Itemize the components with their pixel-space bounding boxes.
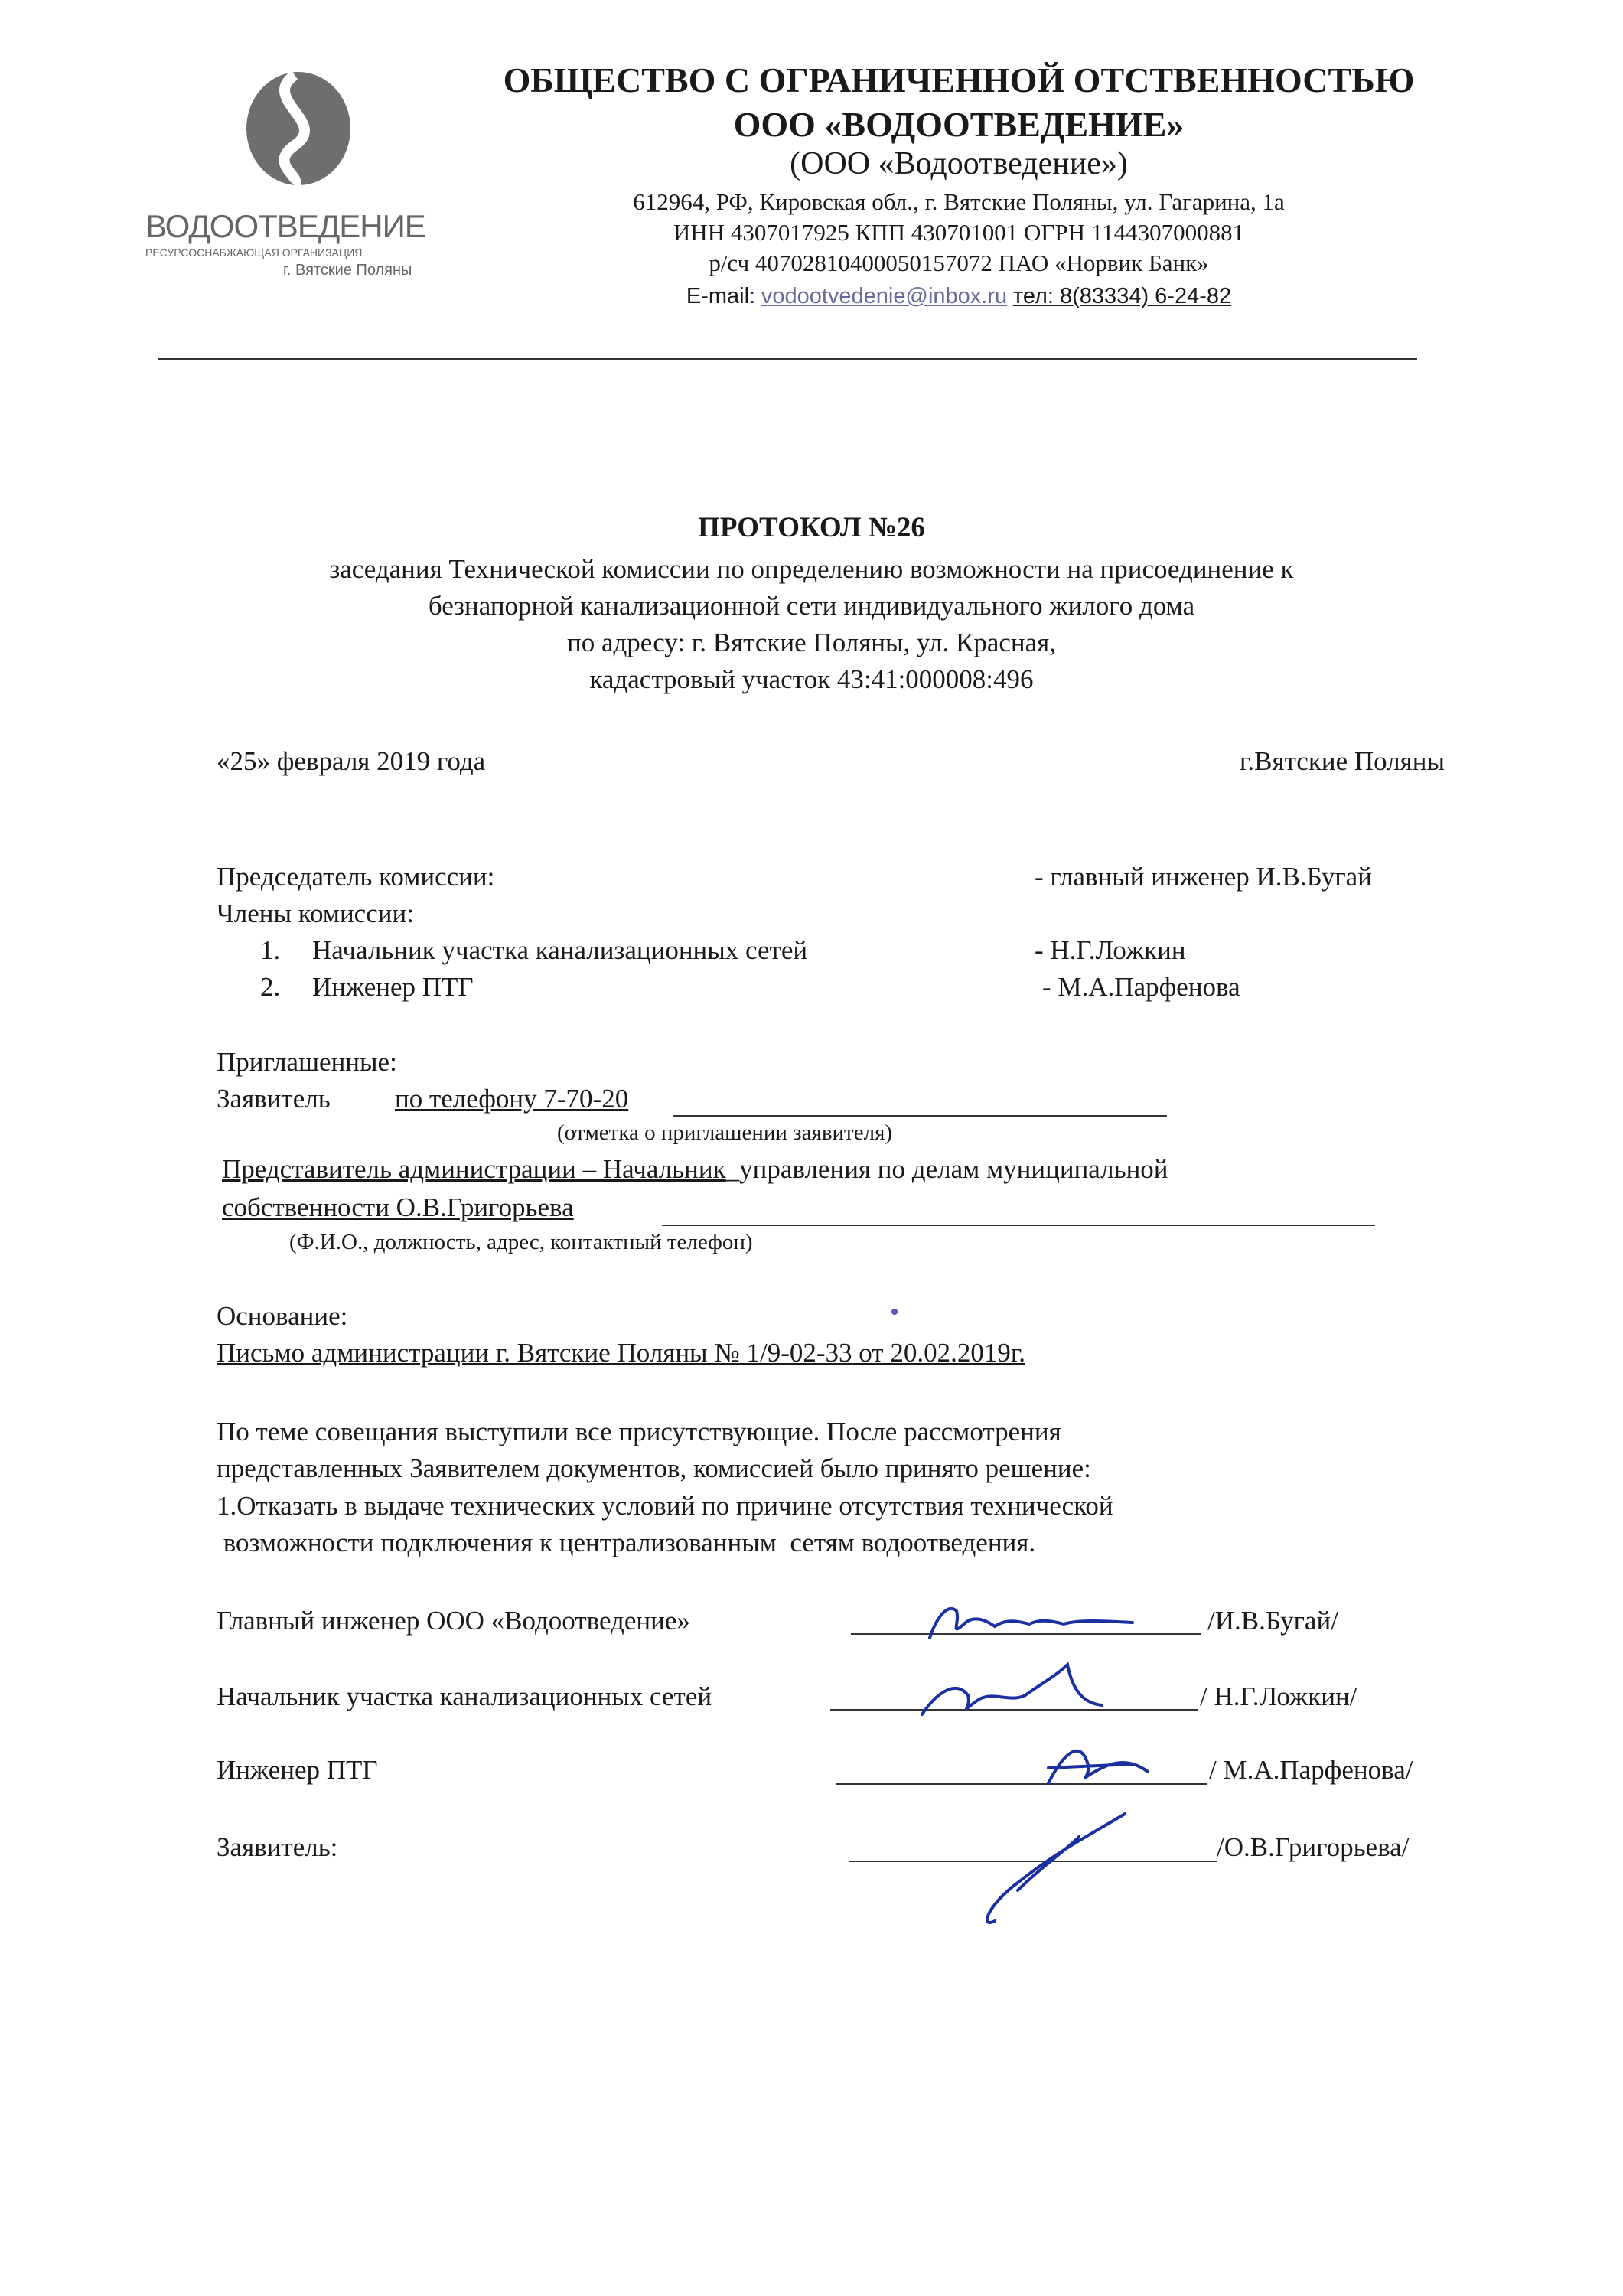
signature-role: Заявитель: <box>217 1832 338 1862</box>
signature-grigorieva <box>987 1814 1125 1923</box>
title-line: заседания Технической комиссии по определению возможности на присоединение к <box>329 554 1294 584</box>
signature-name: / Н.Г.Ложкин/ <box>1200 1681 1357 1711</box>
email-label: E-mail: <box>686 284 756 308</box>
signature-role: Главный инженер ООО «Водоотведение» <box>217 1606 690 1636</box>
decision-line: 1.Отказать в выдаче технических условий по причине отсутствия технической <box>217 1491 1113 1521</box>
applicant-label: Заявитель <box>217 1084 331 1114</box>
signature-lozhkin <box>922 1665 1102 1714</box>
title-line: безнапорной канализационной сети индивидуального жилого дома <box>428 591 1195 621</box>
company-address: 612964, РФ, Кировская обл., г. Вятские Поляны, ул. Гагарина, 1а <box>633 188 1285 215</box>
member-role: Инженер ПТГ <box>312 972 474 1002</box>
members-label: Члены комиссии: <box>217 899 414 928</box>
signature-line <box>849 1861 1217 1862</box>
basis-value: Письмо администрации г. Вятские Поляны № 1/9-02-33 от 20.02.2019г. <box>217 1338 1025 1368</box>
member-number: 1. <box>260 935 281 965</box>
title-line: кадастровый участок 43:41:000008:496 <box>589 664 1034 694</box>
title-line: по адресу: г. Вятские Поляны, ул. Красная, <box>566 628 1057 657</box>
logo-drop-icon <box>138 69 459 191</box>
header-divider <box>158 358 1417 360</box>
protocol-date: «25» февраля 2019 года <box>217 746 486 776</box>
decision-line: представленных Заявителем документов, комиссией было принято решение: <box>217 1453 1091 1483</box>
company-ids: ИНН 4307017925 КПП 430701001 ОГРН 1144307000881 <box>673 219 1245 246</box>
company-full-name: ОБЩЕСТВО С ОГРАНИЧЕННОЙ ОТСТВЕННОСТЬЮ <box>503 60 1415 99</box>
member-role: Начальник участка канализационных сетей <box>312 935 808 965</box>
company-abbrev: (ООО «Водоотведение») <box>790 146 1128 181</box>
signature-line <box>836 1783 1207 1785</box>
signature-parfenova <box>1048 1751 1148 1783</box>
phone: тел: 8(83334) 6-24-82 <box>1012 284 1232 308</box>
company-contacts <box>459 282 1458 309</box>
company-short-name: ООО «ВОДООТВЕДЕНИЕ» <box>733 105 1185 144</box>
decision-line: По теме совещания выступили все присутствующие. После рассмотрения <box>217 1417 1061 1446</box>
signature-role: Инженер ПТГ <box>217 1755 378 1785</box>
representative-text-cont: _управления по делам муниципальной <box>725 1154 1168 1184</box>
representative-note: (Ф.И.О., должность, адрес, контактный телефон) <box>289 1230 753 1254</box>
email-link[interactable]: vodootvedenie@inbox.ru <box>761 284 1008 308</box>
signature-line <box>851 1633 1201 1635</box>
signature-role: Начальник участка канализационных сетей <box>217 1681 712 1711</box>
company-bank: р/сч 40702810400050157072 ПАО «Норвик Банк» <box>709 249 1209 276</box>
applicant-note: (отметка о приглашении заявителя) <box>557 1120 893 1145</box>
applicant-value: по телефону 7-70-20 <box>395 1084 629 1114</box>
representative-blank-line <box>662 1225 1375 1226</box>
chair-value: - главный инженер И.В.Бугай <box>1035 862 1372 892</box>
signature-name: /О.В.Григорьева/ <box>1217 1832 1410 1862</box>
basis-label: Основание: <box>217 1301 348 1331</box>
applicant-blank-line <box>673 1115 1167 1117</box>
member-number: 2. <box>260 972 281 1002</box>
signature-name: / М.А.Парфенова/ <box>1209 1755 1413 1785</box>
protocol-heading: ПРОТОКОЛ №26 <box>698 512 925 543</box>
member-name: - Н.Г.Ложкин <box>1035 935 1186 965</box>
logo-city: г. Вятские Поляны <box>283 262 412 279</box>
signature-name: /И.В.Бугай/ <box>1207 1606 1338 1636</box>
chair-label: Председатель комиссии: <box>217 862 495 892</box>
member-name: - М.А.Парфенова <box>1042 972 1240 1002</box>
logo-name: ВОДООТВЕДЕНИЕ <box>145 208 425 244</box>
company-logo <box>138 69 459 291</box>
representative-line-2: собственности О.В.Григорьева <box>222 1192 574 1222</box>
invited-label: Приглашенные: <box>217 1047 397 1077</box>
decision-line: возможности подключения к централизованным сетям водоотведения. <box>217 1528 1036 1557</box>
signature-line <box>830 1709 1198 1711</box>
representative-line-1 <box>222 1154 1168 1185</box>
blue-dot <box>891 1309 898 1315</box>
protocol-city: г.Вятские Поляны <box>1239 746 1445 776</box>
logo-subtitle: РЕСУРСОСНАБЖАЮЩАЯ ОРГАНИЗАЦИЯ <box>145 246 363 259</box>
representative-text: Представитель администрации – Начальник <box>222 1154 726 1184</box>
